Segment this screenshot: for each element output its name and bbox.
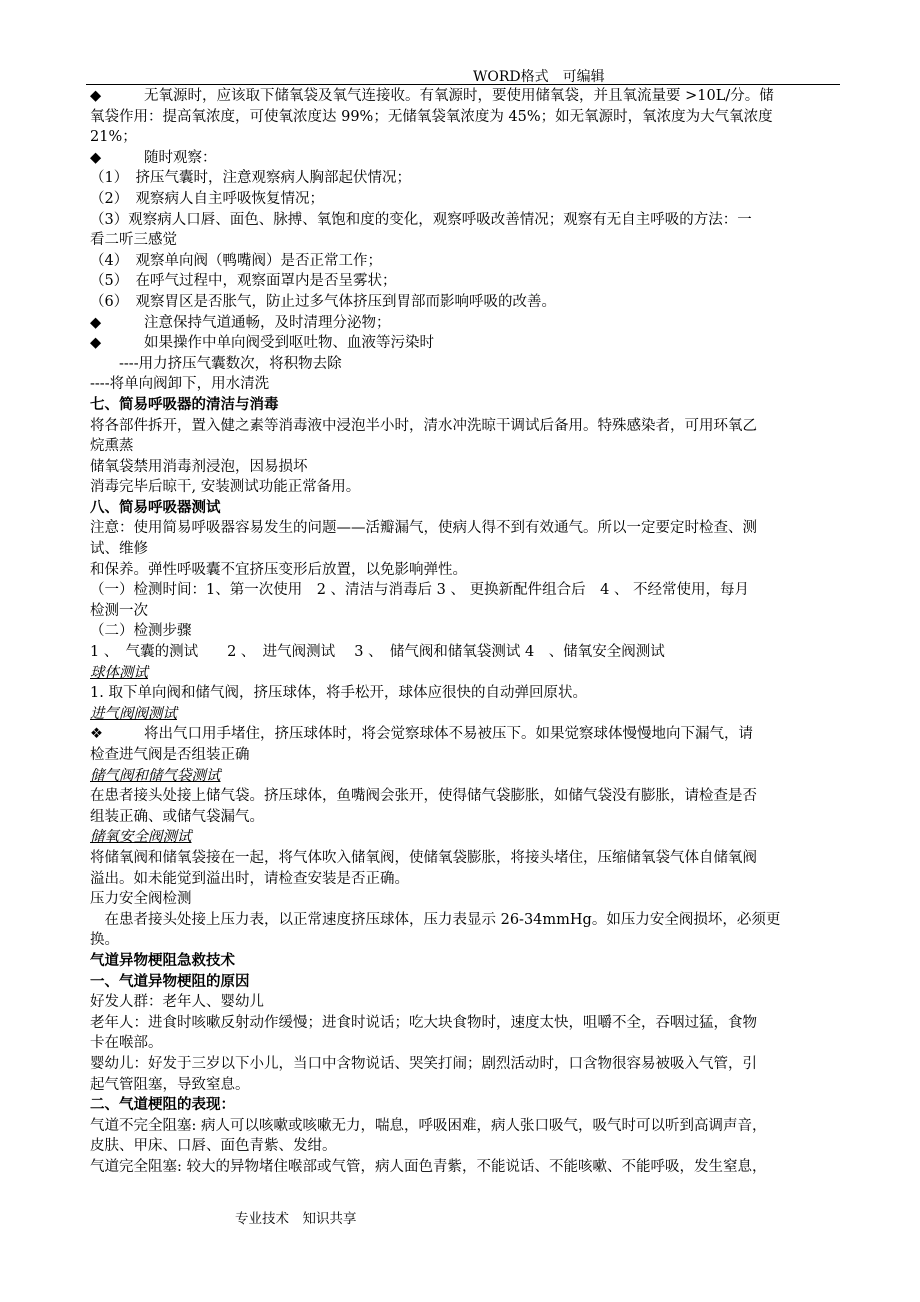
text-line [90,930,840,951]
line-text: 检查进气阀是否组装正确 [90,747,250,763]
text-line [90,271,840,292]
text-line [90,910,840,931]
line-text: 1. 取下单向阀和储气阀，挤压球体，将手松开，球体应很快的自动弹回原状。 [90,685,587,702]
line-text: 储气阀和储气袋测试 [90,767,221,784]
text-line [90,189,840,210]
text-line [90,1054,840,1075]
text-line [90,251,840,272]
line-text: 老年人：进食时咳嗽反射动作缓慢；进食时说话；吃大块食物时，速度太快，咀嚼不全，吞咽过猛，食物 [90,1014,757,1031]
line-text: 溢出。如未能觉到溢出时，请检查安装是否正确。 [90,870,409,887]
text-line [90,601,840,622]
text-line [90,560,840,581]
line-text: （1） 挤压气囊时，注意观察病人胸部起伏情况； [90,170,411,187]
line-text: （6） 观察胃区是否胀气，防止过多气体挤压到胃部而影响呼吸的改善。 [90,293,556,310]
line-text: 氧袋作用：提高氧浓度，可使氧浓度达 99%；无储氧袋氧浓度为 45%；如无氧源时，氧浓度为大气氧浓度 [90,108,773,125]
text-line [90,807,840,828]
line-text: 将各部件拆开，置入健之素等消毒液中浸泡半小时，清水冲洗晾干调试后备用。特殊感染者，可用环氧乙 [90,417,757,434]
text-line [90,869,840,890]
text-line [90,745,840,766]
text-line [90,107,840,128]
subsection-heading [90,704,840,725]
line-text: 消毒完毕后晾干, 安装测试功能正常备用。 [90,479,361,496]
text-line [90,621,840,642]
text-line [90,1116,840,1137]
line-text: 组装正确、或储气袋漏气。 [90,808,264,825]
line-text: （5） 在呼气过程中，观察面罩内是否呈雾状； [90,273,397,290]
line-text: 起气管阻塞，导致窒息。 [90,1076,250,1093]
line-text: 皮肤、甲床、口唇、面色青紫、发绀。 [90,1138,337,1155]
text-line [90,354,840,375]
bullet-icon: ◆ [90,314,102,331]
line-text: 注意保持气道通畅，及时清理分泌物； [144,314,391,331]
text-line [90,86,840,107]
line-text: 看二听三感觉 [90,232,177,249]
line-text: 球体测试 [90,664,148,681]
text-line [90,477,840,498]
line-text: 无氧源时，应该取下储氧袋及氧气连接收。有氧源时，要使用储氧袋，并且氧流量要 >10L/分。储 [144,88,774,104]
text-line [90,313,840,334]
bullet-icon: ◆ [90,88,102,104]
line-text: 气道不完全阻塞: 病人可以咳嗽或咳嗽无力，喘息，呼吸困难，病人张口吸气，吸气时可以听到高调声音， [90,1117,767,1134]
line-text: 21%； [90,129,137,146]
line-text: 烷熏蒸 [90,438,134,455]
line-text: 卡在喉部。 [90,1035,163,1052]
page-header [86,64,840,85]
text-line [90,168,840,189]
line-text: （一）检测时间：1、第一次使用 2 、清洁与消毒后 3 、 更换新配件组合后 4 、 不经常使用，每月 [90,582,750,599]
text-line [90,416,840,437]
line-text: ----将单向阀卸下，用水清洗 [90,376,270,393]
line-text: 八、简易呼吸器测试 [90,499,221,516]
line-text: ----用力挤压气囊数次，将积物去除 [90,355,342,372]
line-text: 将储氧阀和储氧袋接在一起，将气体吹入储氧阀，使储氧袋膨胀，将接头堵住，压缩储氧袋气体自储氧阀 [90,849,757,866]
text-line [90,292,840,313]
line-text: 将出气口用手堵住，挤压球体时，将会觉察球体不易被压下。如果觉察球体慢慢地向下漏气，请 [144,726,753,743]
text-line [90,374,840,395]
text-line [90,642,840,663]
text-line [90,1157,840,1178]
text-line [90,786,840,807]
line-text: 压力安全阀检测 [90,891,192,908]
text-line [90,889,840,910]
line-text: 婴幼儿：好发于三岁以下小儿，当口中含物说话、哭笑打闹；剧烈活动时，口含物很容易被吸入气管，引 [90,1055,757,1072]
section-heading [90,1095,840,1116]
section-heading [90,951,840,972]
document-body [90,86,840,1177]
line-text: 气道完全阻塞: 较大的异物堵住喉部或气管，病人面色青紫，不能说话、不能咳嗽、不能呼吸，发生窒息， [90,1158,767,1175]
line-text: 气道异物梗阻急救技术 [90,952,235,969]
page-footer: 专业技术 知识共享 [235,1211,357,1227]
section-heading [90,972,840,993]
line-text: 随时观察： [144,149,217,166]
subsection-heading [90,766,840,787]
text-line [90,1075,840,1096]
subsection-heading [90,827,840,848]
line-text: 和保养。弹性呼吸囊不宜挤压变形后放置，以免影响弹性。 [90,561,467,578]
line-text: 储氧袋禁用消毒剂浸泡，因易损坏 [90,458,308,475]
text-line [90,457,840,478]
line-text: 七、简易呼吸器的清洁与消毒 [90,396,279,413]
text-line [90,724,840,745]
line-text: （3）观察病人口唇、面色、脉搏、氧饱和度的变化，观察呼吸改善情况；观察有无自主呼吸的方法：一 [90,211,752,228]
line-text: 在患者接头处接上压力表，以正常速度挤压球体，压力表显示 26-34mmHg。如压力安全阀损坏，必须更 [90,911,781,928]
text-line [90,210,840,231]
text-line [90,1013,840,1034]
line-text: （2） 观察病人自主呼吸恢复情况； [90,190,324,207]
line-text: 如果操作中单向阀受到呕吐物、血液等污染时 [144,335,434,352]
line-text: 好发人群：老年人、婴幼儿 [90,994,264,1011]
text-line [90,539,840,560]
text-line [90,127,840,148]
bullet-icon: ❖ [90,726,103,743]
header-text: WORD格式 可编辑 [473,69,605,85]
line-text: 试、维修 [90,541,148,558]
text-line [90,1033,840,1054]
line-text: 在患者接头处接上储气袋。挤压球体，鱼嘴阀会张开，使得储气袋膨胀，如储气袋没有膨胀，请检查是否 [90,788,757,805]
text-line [90,436,840,457]
line-text: 进气阀阀测试 [90,705,177,722]
line-text: （二）检测步骤 [90,623,192,640]
bullet-icon: ◆ [90,335,102,352]
line-text: 检测一次 [90,602,148,619]
subsection-heading [90,663,840,684]
text-line [90,230,840,251]
bullet-icon: ◆ [90,149,102,166]
text-line [90,683,840,704]
text-line [90,148,840,169]
text-line [90,1136,840,1157]
text-line [90,518,840,539]
line-text: 换。 [90,932,119,949]
line-text: 1 、 气囊的测试 2 、 进气阀测试 3 、 储气阀和储氧袋测试 4 、储氧安全阀测试 [90,644,665,661]
text-line [90,580,840,601]
section-heading [90,395,840,416]
line-text: 二、气道梗阻的表现： [90,1097,235,1114]
line-text: 注意：使用简易呼吸器容易发生的问题——活瓣漏气，使病人得不到有效通气。所以一定要定时检查、测 [90,520,757,537]
line-text: 储氧安全阀测试 [90,829,192,846]
line-text: （4） 观察单向阀（鸭嘴阀）是否正常工作； [90,252,382,269]
line-text: 一、气道异物梗阻的原因 [90,973,250,990]
section-heading [90,498,840,519]
text-line [90,848,840,869]
text-line [90,992,840,1013]
text-line [90,333,840,354]
